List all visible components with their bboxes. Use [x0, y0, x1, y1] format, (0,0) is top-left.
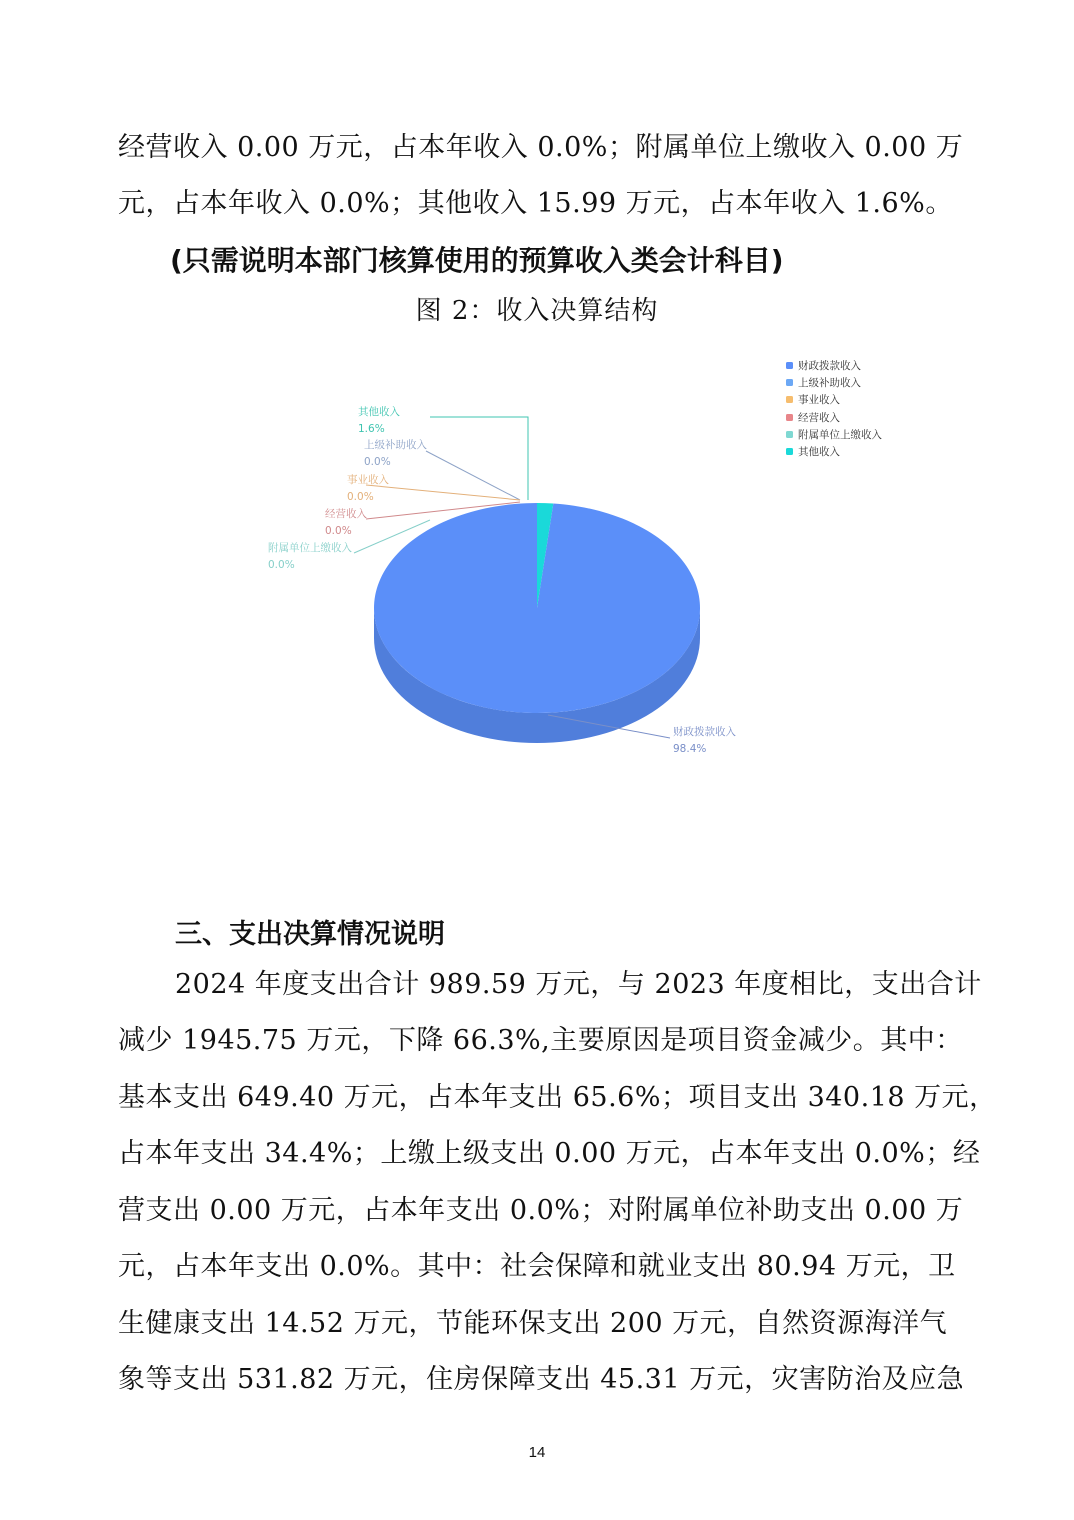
slice-label-value: 0.0%	[347, 491, 374, 503]
legend-item[interactable]	[786, 357, 882, 374]
pie-chart	[0, 340, 1074, 780]
legend-swatch-icon	[786, 379, 793, 386]
body-text-line: 元，占本年收入 0.0%；其他收入 15.99 万元，占本年收入 1.6%。	[118, 188, 953, 219]
slice-label-value: 98.4%	[673, 743, 707, 755]
slice-label-name: 财政拨款收入	[673, 726, 736, 738]
legend-label: 上级补助收入	[798, 377, 861, 390]
body-text-line: 元，占本年支出 0.0%。其中：社会保障和就业支出 80.94 万元，卫	[118, 1251, 956, 1282]
body-text-line: 2024 年度支出合计 989.59 万元，与 2023 年度相比，支出合计	[175, 969, 982, 1000]
leader-line	[366, 485, 520, 500]
legend-swatch-icon	[786, 396, 793, 403]
slice-label-name: 其他收入	[358, 406, 400, 418]
legend-item[interactable]	[786, 443, 882, 460]
slice-label-name: 经营收入	[325, 508, 367, 520]
slice-label-value: 0.0%	[268, 559, 295, 571]
legend-label: 经营收入	[798, 411, 840, 424]
slice-label-value: 0.0%	[325, 525, 352, 537]
figure-title: 图 2：收入决算结构	[415, 296, 659, 326]
section-heading: 三、支出决算情况说明	[175, 919, 445, 950]
page-number: 14	[528, 1444, 546, 1461]
chart-legend	[786, 357, 882, 460]
legend-item[interactable]	[786, 426, 882, 443]
legend-swatch-icon	[786, 448, 793, 455]
leader-line	[430, 417, 528, 500]
legend-label: 其他收入	[798, 446, 840, 459]
body-text-line: 减少 1945.75 万元，下降 66.3%,主要原因是项目资金减少。其中：	[118, 1025, 963, 1056]
body-text-line: 占本年支出 34.4%；上缴上级支出 0.00 万元，占本年支出 0.0%；经	[118, 1138, 981, 1169]
body-text-line: 经营收入 0.00 万元，占本年收入 0.0%；附属单位上缴收入 0.00 万	[118, 132, 964, 163]
legend-swatch-icon	[786, 414, 793, 421]
slice-label-name: 事业收入	[347, 474, 389, 486]
legend-label: 财政拨款收入	[798, 360, 861, 373]
legend-item[interactable]	[786, 391, 882, 408]
legend-label: 事业收入	[798, 394, 840, 407]
legend-label: 附属单位上缴收入	[798, 428, 882, 441]
body-text-line: 象等支出 531.82 万元，住房保障支出 45.31 万元，灾害防治及应急	[118, 1364, 965, 1395]
legend-swatch-icon	[786, 431, 793, 438]
body-text-line: 基本支出 649.40 万元，占本年支出 65.6%；项目支出 340.18 万元，	[118, 1082, 997, 1113]
slice-label-value: 0.0%	[364, 456, 391, 468]
legend-item[interactable]	[786, 409, 882, 426]
note-text: (只需说明本部门核算使用的预算收入类会计科目)	[170, 244, 784, 277]
slice-label-name: 上级补助收入	[364, 439, 427, 451]
body-text-line: 生健康支出 14.52 万元，节能环保支出 200 万元，自然资源海洋气	[118, 1308, 948, 1339]
legend-item[interactable]	[786, 374, 882, 391]
body-text-line: 营支出 0.00 万元，占本年支出 0.0%；对附属单位补助支出 0.00 万	[118, 1195, 964, 1226]
legend-swatch-icon	[786, 362, 793, 369]
slice-label-value: 1.6%	[358, 423, 385, 435]
slice-label-name: 附属单位上缴收入	[268, 542, 352, 554]
